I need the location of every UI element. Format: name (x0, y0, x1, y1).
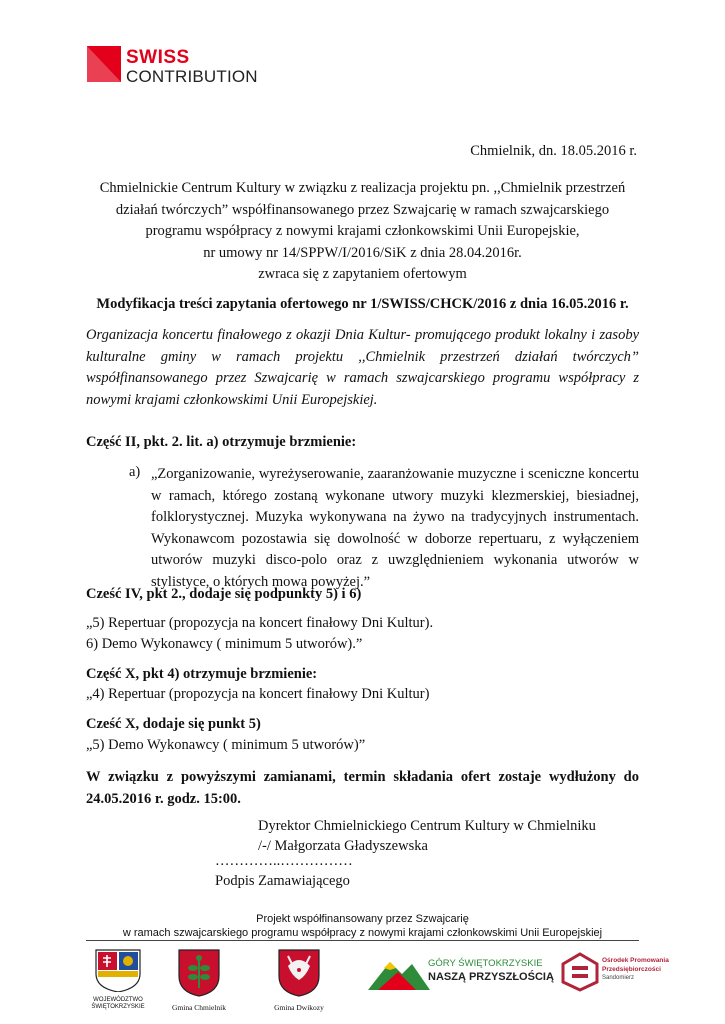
section-line: 6) Demo Wykonawcy ( minimum 5 utworów).” (86, 636, 363, 652)
subject-paragraph: Organizacja koncertu finałowego z okazji Dnia Kultur- promującego produkt lokalny i zasoby kulturalne gminy w ramach projektu ,,Chmielnik przestrzeń działań twórczych” współfinansowanego przez Szwajcarię w ramach szwajcarskiego programu współpracy z nowymi krajami członkowskimi Unii Europejskiej. (86, 327, 639, 408)
list-item-label: a) (129, 464, 141, 480)
section-heading-part-x-5: Cześć X, dodaje się punkt 5) (86, 716, 261, 732)
chmielnik-crest-icon (166, 948, 232, 998)
wojewodztwo-logo (88, 948, 148, 1011)
gmina-dwikozy-caption: Gmina Dwikozy (274, 1003, 324, 1012)
intro-line: programu współpracy z nowymi krajami członkowskimi Unii Europejskie, (145, 223, 580, 239)
osrodek-promowania-logo (560, 950, 680, 994)
section-line: „4) Repertuar (propozycja na koncert finałowy Dni Kultur) (86, 686, 430, 702)
deadline-extension-note: W związku z powyższymi zamianami, termin składania ofert zostaje wydłużony do 24.05.2016 r. godz. 15:00. (86, 769, 639, 807)
swiss-contribution-logo-icon (87, 46, 121, 82)
gory-line-1: GÓRY ŚWIĘTOKRZYSKIE (428, 958, 543, 969)
signature-name: /-/ Małgorzata Gładyszewska (258, 838, 428, 854)
wojewodztwo-caption-1: WOJEWÓDZTWO (93, 997, 143, 1003)
osrodek-line-1: Ośrodek Promowania (602, 957, 669, 964)
osrodek-line-3: Sandomierz (602, 975, 635, 981)
section-heading-part-x-4: Część X, pkt 4) otrzymuje brzmienie: (86, 666, 318, 682)
intro-block (86, 178, 639, 286)
wojewodztwo-caption-2: ŚWIĘTOKRZYSKIE (91, 1004, 145, 1010)
footer-divider (86, 940, 639, 941)
signature-label: Podpis Zamawiającego (215, 873, 350, 889)
wojewodztwo-crest-icon (88, 948, 148, 992)
mountains-icon (368, 952, 430, 992)
gmina-dwikozy-logo (268, 948, 330, 1012)
intro-line: nr umowy nr 14/SPPW/I/2016/SiK z dnia 28.04.2016r. (203, 244, 522, 261)
section-heading-part-iv: Cześć IV, pkt 2., dodaje się podpunkty 5) i 6) (86, 586, 362, 602)
document-date: Chmielnik, dn. 18.05.2016 r. (470, 143, 637, 159)
osrodek-line-2: Przedsiębiorczości (602, 966, 661, 973)
intro-line: Chmielnickie Centrum Kultury w związku z realizacja projektu pn. ,,Chmielnik przestrzeń (99, 180, 626, 196)
gmina-chmielnik-caption: Gmina Chmielnik (172, 1003, 226, 1012)
gmina-chmielnik-logo (166, 948, 232, 1012)
dwikozy-crest-icon (268, 948, 330, 998)
signature-title: Dyrektor Chmielnickiego Centrum Kultury w Chmielniku (258, 818, 596, 834)
intro-line: działań twórczych” współfinansowanego przez Szwajcarię w ramach szwajcarskiego (115, 201, 610, 218)
modification-title: Modyfikacja treści zapytania ofertowego nr 1/SWISS/CHCK/2016 z dnia 16.05.2016 r. (96, 296, 629, 312)
section-line: „5) Demo Wykonawcy ( minimum 5 utworów)” (86, 737, 366, 753)
footer-line-2: w ramach szwajcarskiego programu współpracy z nowymi krajami członkowskimi Unii Europejskiej (122, 927, 603, 939)
gory-line-2: NASZĄ PRZYSZŁOŚCIĄ (428, 971, 554, 983)
section-line: „5) Repertuar (propozycja na koncert finałowy Dni Kultur). (86, 615, 434, 631)
logo-contribution-text: CONTRIBUTION (126, 67, 258, 86)
section-heading-part-ii: Część II, pkt. 2. lit. a) otrzymuje brzmienie: (86, 434, 357, 450)
osrodek-emblem-icon (560, 952, 600, 992)
gory-swietokrzyskie-logo (368, 952, 554, 992)
logo-swiss-text: SWISS (126, 47, 190, 68)
list-item-text: „Zorganizowanie, wyreżyserowanie, zaaranżowanie muzyczne i sceniczne koncertu w ramach, którego zostaną wykonane utwory muzyki klezmerskiej, biesiadnej, folklorystycznej. Muzyka wykonywana na żywo na tradycyjnych instrumentach. Wykonawcom pozostawia się dowolność w doborze repertuaru, z wyłączeniem utworów muzyki disco-polo oraz z uwzględnieniem wykonania utworów w stylistyce, o których mowa powyżej.” (151, 466, 639, 590)
intro-line: zwraca się z zapytaniem ofertowym (258, 266, 467, 282)
footer-line-1: Projekt współfinansowany przez Szwajcarię (256, 913, 469, 925)
signature-dots: …………..…………… (215, 853, 353, 869)
